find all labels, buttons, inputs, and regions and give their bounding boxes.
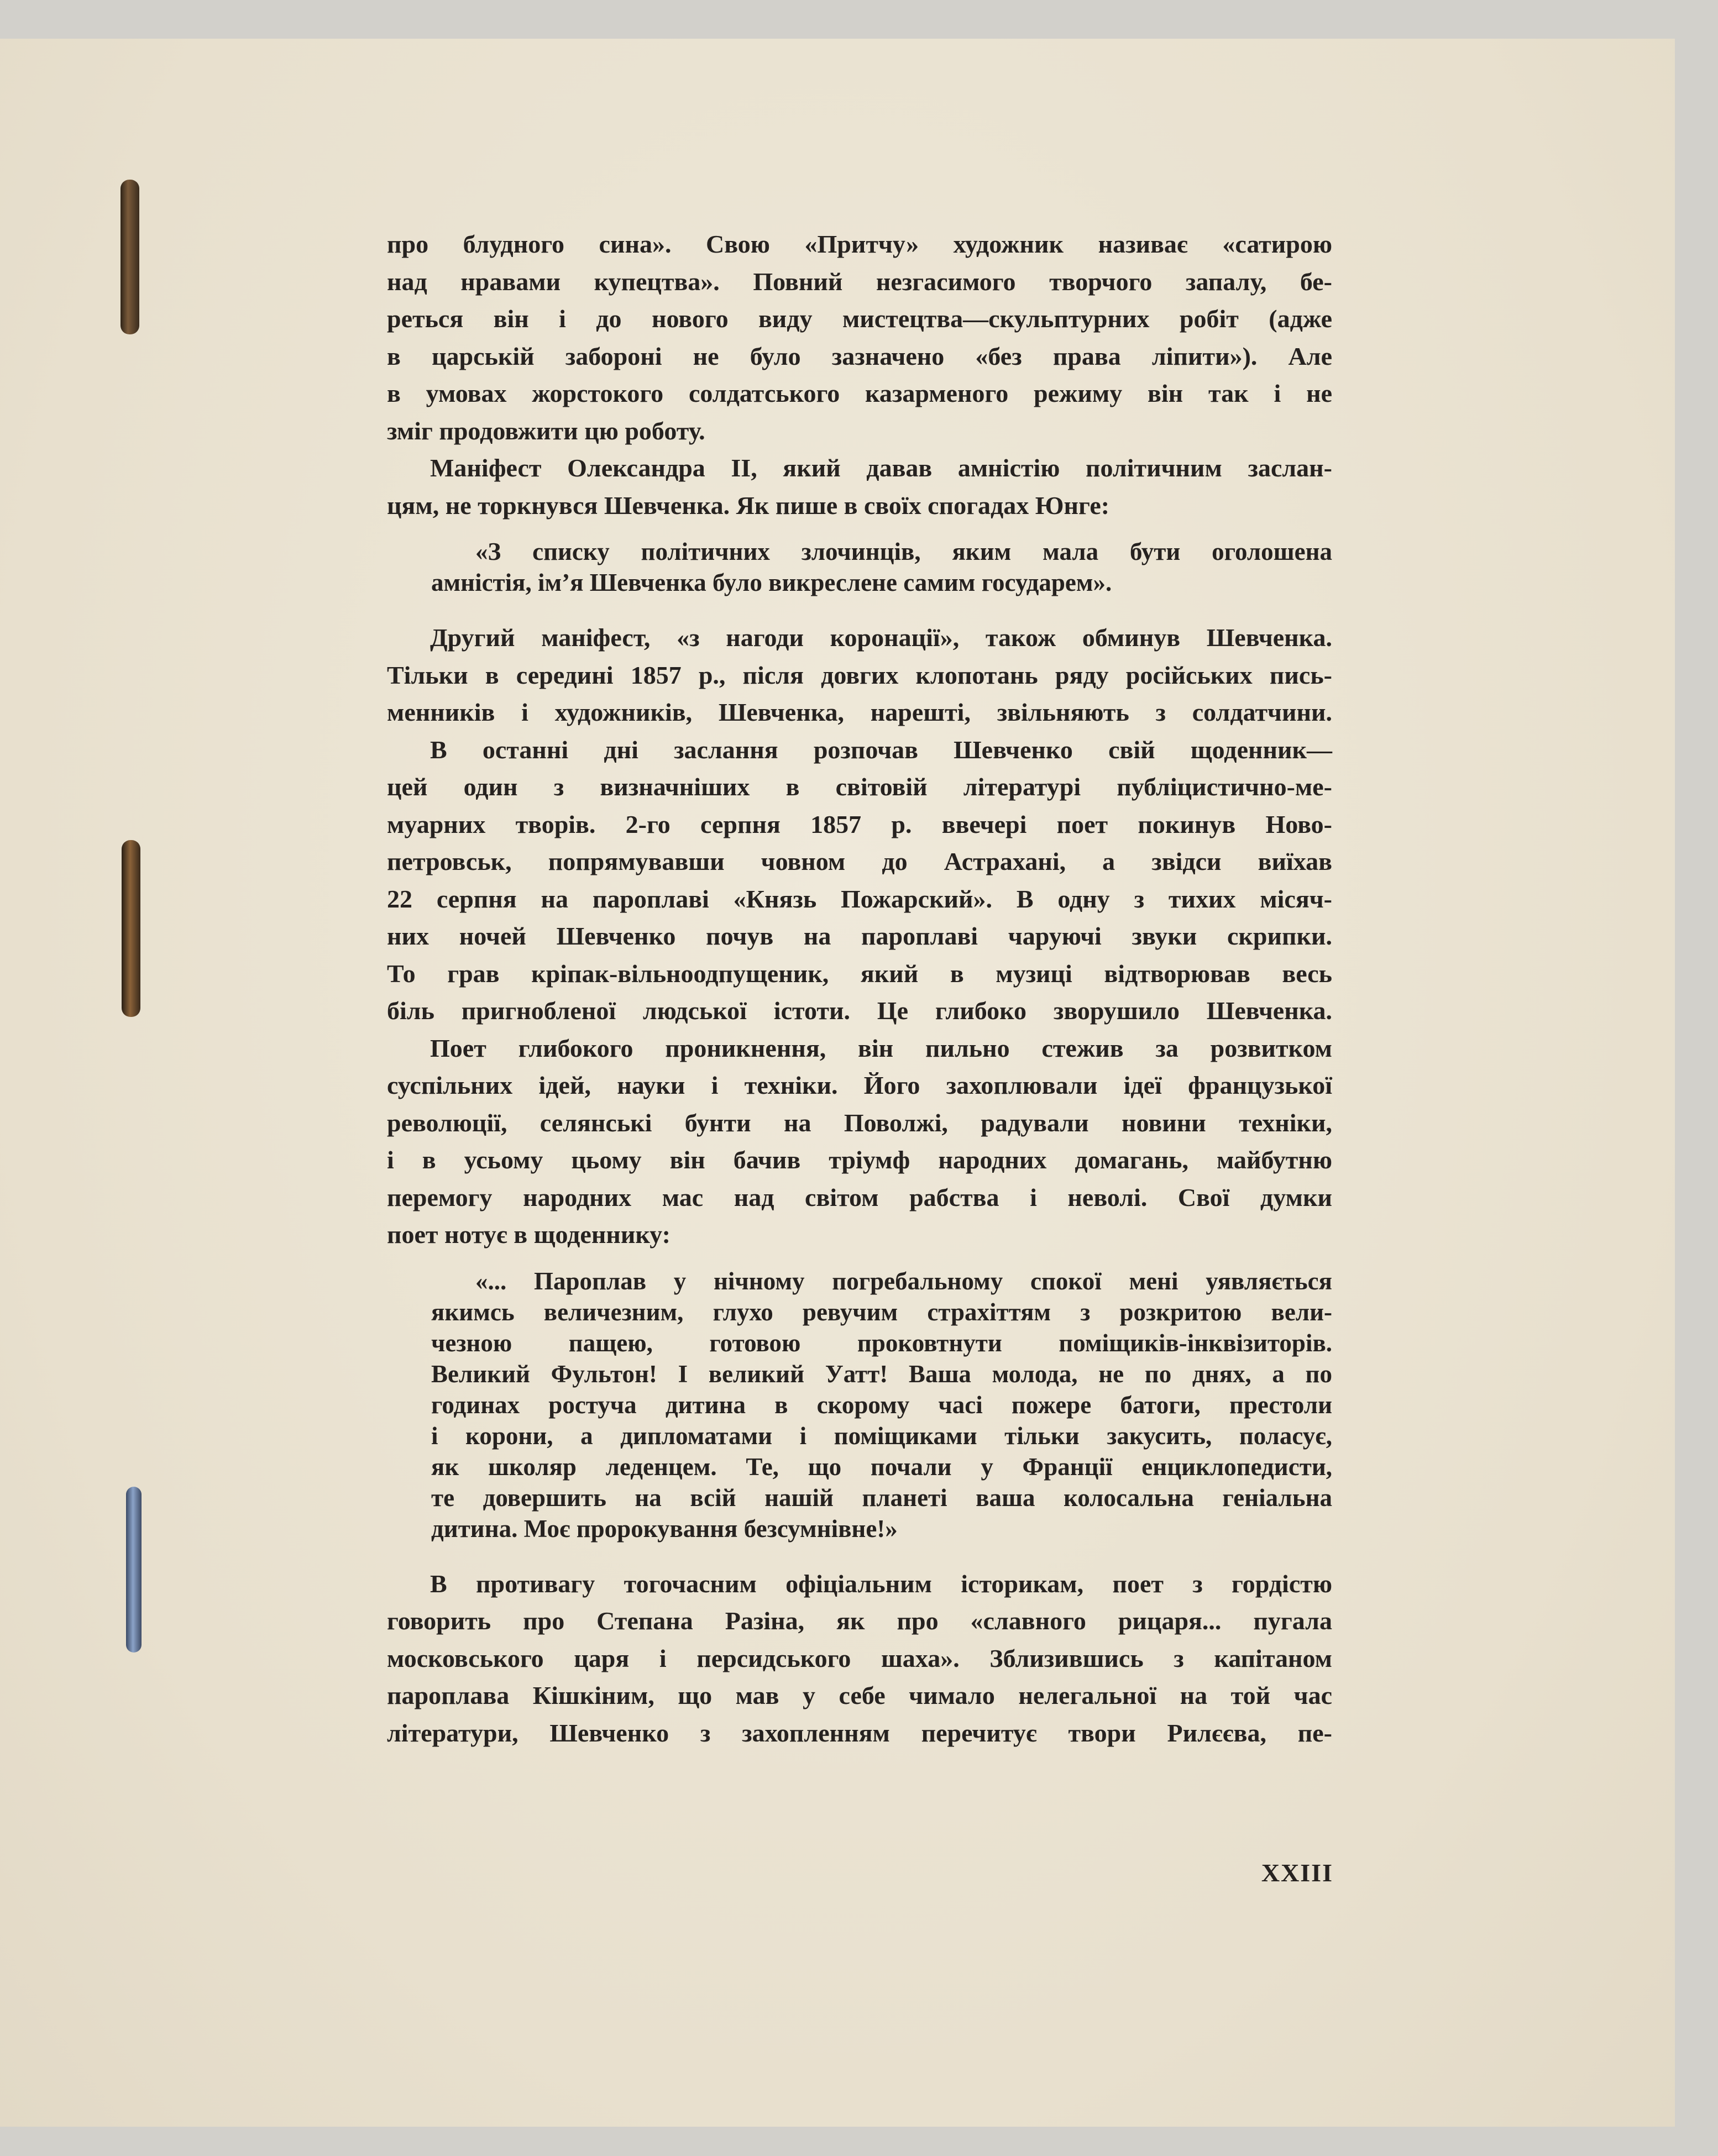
text-line: московського царя і персидського шаха». Зблизившись з капітаном xyxy=(387,1644,1332,1672)
quote-line: як школяр леденцем. Те, що почали у Франції енциклопедисти, xyxy=(431,1452,1332,1481)
quote-line: годинах ростуча дитина в скорому часі пожере батоги, престоли xyxy=(431,1391,1332,1419)
block-quote xyxy=(431,536,1332,598)
text-line: 22 серпня на пароплаві «Князь Пожарский». В одну з тихих місяч- xyxy=(387,884,1332,913)
text-line: зміг продовжити цю роботу. xyxy=(387,416,705,445)
quote-line: чезною пащею, готовою проковтнути поміщиків-інквізиторів. xyxy=(431,1329,1332,1357)
paragraph xyxy=(387,619,1332,731)
text-line: То грав кріпак-вільноодпущеник, який в музиці відтворював весь xyxy=(387,959,1332,988)
text-line: в умовах жорстокого солдатського казарменого режиму він так і не xyxy=(387,379,1332,407)
text-line: біль пригнобленої людської істоти. Це глибоко зворушило Шевченка. xyxy=(387,996,1332,1025)
text-line: говорить про Степана Разіна, як про «славного рицаря... пугала xyxy=(387,1607,1332,1635)
block-quote xyxy=(431,1266,1332,1544)
text-line: поет нотує в щоденнику: xyxy=(387,1220,671,1249)
text-line: Поет глибокого проникнення, він пильно стежив за розвитком xyxy=(430,1034,1332,1062)
text-line: цей один з визначніших в світовій літературі публіцистично-ме- xyxy=(387,773,1332,801)
text-line: муарних творів. 2-го серпня 1857 р. ввечері поет покинув Ново- xyxy=(387,810,1332,838)
quote-line: Великий Фультон! І великий Уатт! Ваша молода, не по днях, а по xyxy=(431,1360,1332,1388)
paragraph xyxy=(387,225,1332,449)
text-line: суспільних ідей, науки і техніки. Його захоплювали ідеї французької xyxy=(387,1071,1332,1099)
binding-mark xyxy=(121,180,139,334)
binding-mark xyxy=(122,840,140,1017)
text-line: цям, не торкнувся Шевченка. Як пише в своїх спогадах Юнге: xyxy=(387,491,1110,520)
paragraph xyxy=(387,731,1332,1030)
quote-line: амністія, ім’я Шевченка було викреслене самим государем». xyxy=(431,569,1112,596)
text-line: літератури, Шевченко з захопленням перечитує твори Рилєєва, пе- xyxy=(387,1718,1332,1747)
paragraph xyxy=(387,1565,1332,1752)
quote-line: «З списку політичних злочинців, яким мала бути оголошена xyxy=(475,538,1332,565)
text-line: реться він і до нового виду мистецтва—скульптурних робіт (адже xyxy=(387,305,1332,333)
text-line: менників і художників, Шевченка, нарешті, звільняють з солдатчини. xyxy=(387,698,1332,726)
quote-line: те довершить на всій нашій планеті ваша колосальна геніальна xyxy=(431,1483,1332,1512)
text-line: Другий маніфест, «з нагоди коронації», також обминув Шевченка. xyxy=(430,623,1332,652)
text-line: В останні дні заслання розпочав Шевченко свій щоденник— xyxy=(430,735,1332,764)
text-line: пароплава Кішкіним, що мав у себе чимало нелегальної на той час xyxy=(387,1681,1332,1709)
quote-line: якимсь величезним, глухо ревучим страхіттям з розкритою вели- xyxy=(431,1298,1332,1326)
text-line: над нравами купецтва». Повний незгасимого творчого запалу, бе- xyxy=(387,267,1332,296)
text-line: Тільки в середині 1857 р., після довгих клопотань ряду російських пись- xyxy=(387,660,1332,689)
text-line: революції, селянські бунти на Поволжі, радували новини техніки, xyxy=(387,1108,1332,1137)
binding-mark xyxy=(126,1487,142,1653)
page-number: XXIII xyxy=(1261,1859,1333,1887)
quote-line: «... Пароплав у нічному погребальному спокої мені уявляється xyxy=(475,1267,1332,1295)
text-line: петровськ, попрямувавши човном до Астрахані, а звідси виїхав xyxy=(387,847,1332,875)
text-column xyxy=(387,225,1332,1751)
text-line: Маніфест Олександра II, який давав амністію політичним заслан- xyxy=(430,454,1332,482)
text-line: і в усьому цьому він бачив тріумф народних домагань, майбутню xyxy=(387,1146,1332,1174)
text-line: них ночей Шевченко почув на пароплаві чаруючі звуки скрипки. xyxy=(387,922,1332,950)
text-line: В противагу тогочасним офіціальним історикам, поет з гордістю xyxy=(430,1569,1332,1598)
quote-line: дитина. Моє пророкування безсумнівне!» xyxy=(431,1514,898,1543)
paragraph xyxy=(387,1030,1332,1253)
text-line: про блудного сина». Свою «Притчу» художник називає «сатирою xyxy=(387,230,1332,258)
paragraph xyxy=(387,449,1332,524)
text-line: перемогу народних мас над світом рабства і неволі. Свої думки xyxy=(387,1183,1332,1211)
text-line: в царській забороні не було зазначено «без права ліпити»). Але xyxy=(387,342,1332,370)
quote-line: і корони, а дипломатами і поміщиками тільки закусить, поласує, xyxy=(431,1421,1332,1450)
